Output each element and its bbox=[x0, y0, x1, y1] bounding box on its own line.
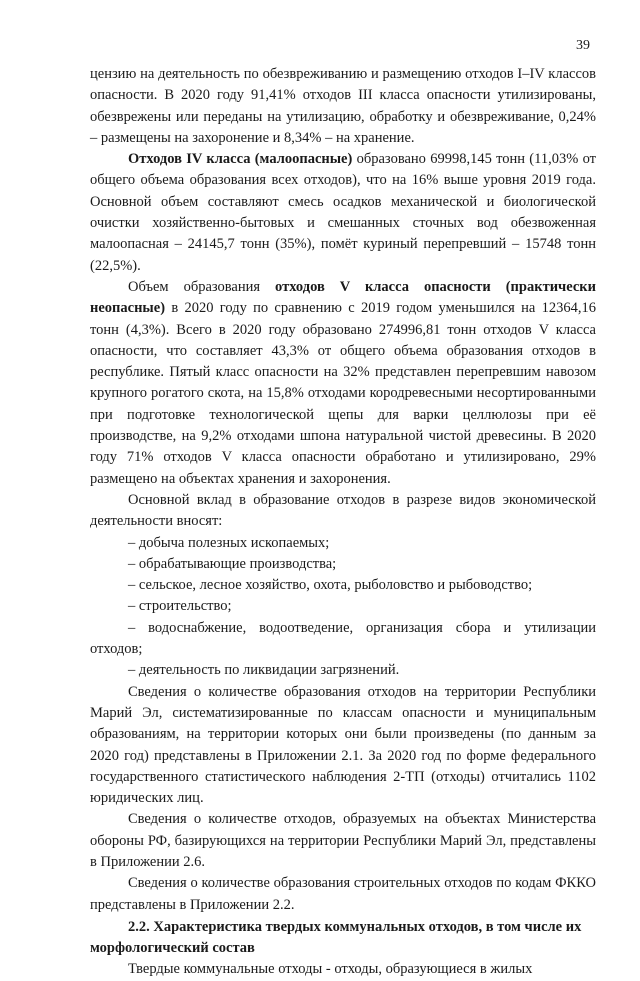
paragraph-last: Твердые коммунальные отходы - отходы, образующиеся в жилых bbox=[128, 961, 533, 978]
paragraph-7: Сведения о количестве образования строительных отходов по кодам ФККО представлены в Приложении 2.2. bbox=[90, 875, 596, 913]
paragraph-3 bbox=[90, 277, 596, 490]
list-item: – добыча полезных ископаемых; bbox=[128, 534, 330, 551]
list-item: – обрабатывающие производства; bbox=[128, 555, 337, 572]
class-iv-bold: Отходов IV класса (малоопасные) bbox=[128, 151, 353, 168]
paragraph-4: Основной вклад в образование отходов в разрезе видов экономической деятельности вносят: bbox=[90, 491, 596, 530]
list-item: – водоснабжение, водоотведение, организация сбора и утилизации отходов; bbox=[90, 619, 596, 658]
paragraph-2-text: образовано 69998,145 тонн (11,03% от общего объема образования всех отходов), что на 16% выше уровня 2019 года. Основной объем составляют смесь осадков механической и биологической очистки хозяйственно-бытовых и смешанных сточных вод обезвоженная малоопасная – 24145,7 тонн (35%), помёт куриный перепревший – 15748 тонн (22,5%). bbox=[90, 151, 596, 274]
paragraph-3-pre: Объем образования bbox=[128, 278, 276, 295]
class-v-bold: отходов V класса опасности (практически неопасные) bbox=[90, 278, 596, 317]
text-body bbox=[90, 64, 596, 981]
list-item: – строительство; bbox=[128, 598, 232, 615]
list-item: – сельское, лесное хозяйство, охота, рыболовство и рыбоводство; bbox=[128, 577, 533, 594]
paragraph-3-text: в 2020 году по сравнению с 2019 годом уменьшился на 12364,16 тонн (4,3%). Всего в 2020 году образовано 274996,81 тонн отходов V класса опасности, что составляет 43,3% от общего объема образования отходов в республике. Пятый класс опасности на 32% представлен перепревшим навозом крупного рогатого скота, на 15,8% отходами кородревесными несортированными при подготовке технологической щепы для варки целлюлозы при её производстве, на 9,2% отходами шпона натуральной чистой древесины. В 2020 году 71% отходов V класса опасности обработано и утилизировано, 29% размещено на объектах хранения и захоронения. bbox=[90, 300, 596, 487]
paragraph-1: цензию на деятельность по обезвреживанию и размещению отходов I–IV классов опасности. В 2020 году 91,41% отходов III класса опасности утилизированы, обезврежены или переданы на утилизацию, обработку и обезвреживание, 0,24% – размещены на захоронение и 8,34% – на хранение. bbox=[90, 66, 596, 146]
paragraph-6: Сведения о количестве отходов, образуемых на объектах Министерства обороны РФ, базирующихся на территории Республики Марий Эл, представлены в Приложении 2.6. bbox=[90, 811, 596, 870]
paragraph-2 bbox=[90, 149, 596, 277]
page-number: 39 bbox=[576, 38, 590, 53]
list-item: – деятельность по ликвидации загрязнений. bbox=[128, 662, 400, 679]
section-heading: 2.2. Характеристика твердых коммунальных отходов, в том числе их морфологический состав bbox=[90, 918, 582, 957]
paragraph-5: Сведения о количестве образования отходов на территории Республики Марий Эл, систематизированные по классам опасности и муниципальным образованиям, на территории которых они были произведены (по данным за 2020 год) представлены в Приложении 2.1. За 2020 год по форме федерального государственного статистического наблюдения 2-ТП (отходы) отчитались 1102 юридических лиц. bbox=[90, 683, 596, 807]
